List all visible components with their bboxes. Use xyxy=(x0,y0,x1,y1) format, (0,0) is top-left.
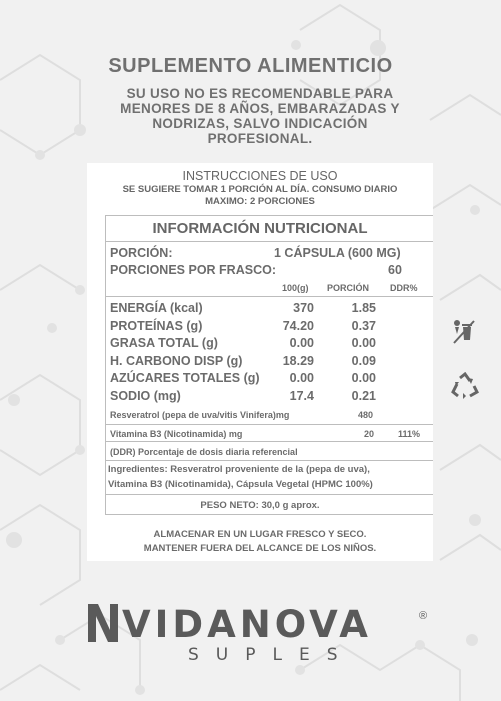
portion-label: PORCIÓN: xyxy=(110,246,173,260)
instructions-line: SE SUGIERE TOMAR 1 PORCIÓN AL DÍA. CONSUMO DIARIO xyxy=(122,184,398,195)
storage-line: ALMACENAR EN UN LUGAR FRESCO Y SECO. xyxy=(153,529,367,540)
nutrition-title: INFORMACIÓN NUTRICIONAL xyxy=(152,220,368,237)
nutrition-row-per100: 0.00 xyxy=(289,371,314,386)
divider xyxy=(105,424,433,425)
divider xyxy=(105,494,433,495)
warning-line: MENORES DE 8 AÑOS, EMBARAZADAS Y xyxy=(120,101,400,116)
nutrition-row-per100: 0.00 xyxy=(289,336,314,351)
nutrition-row-portion: 1.85 xyxy=(351,301,376,315)
nutrition-row-portion: 0.21 xyxy=(351,389,376,403)
nutrition-row-portion: 0.37 xyxy=(351,318,376,333)
divider xyxy=(105,460,433,461)
divider xyxy=(105,241,433,242)
nutrition-row-per100: 74.20 xyxy=(282,318,314,333)
nutrition-row-portion: 0.09 xyxy=(351,353,376,368)
page-title: SUPLEMENTO ALIMENTICIO xyxy=(108,55,393,77)
instructions-title: INSTRUCCIONES DE USO xyxy=(182,169,338,183)
storage-instructions xyxy=(87,528,433,556)
extra-row-ddr: 111% xyxy=(398,429,421,439)
nutrition-row-name: SODIO (mg) xyxy=(110,389,181,403)
registered-mark: ® xyxy=(419,610,428,622)
extra-row-name: Vitamina B3 (Nicotinamida) mg xyxy=(110,429,243,439)
nutrition-row-per100: 17.4 xyxy=(289,389,314,403)
extra-row-portion: 20 xyxy=(364,429,375,439)
warning-line: SU USO NO ES RECOMENDABLE PARA xyxy=(126,86,394,101)
recycle-icon xyxy=(450,372,480,400)
brand-name: VIDANOVA xyxy=(122,603,372,646)
divider xyxy=(105,215,433,216)
instructions-line: MAXIMO: 2 PORCIONES xyxy=(205,196,315,207)
portion-value: 1 CÁPSULA (600 MG) xyxy=(274,246,401,260)
warning-line: NODRIZAS, SALVO INDICACIÓN xyxy=(152,116,368,131)
column-header-100g: 100(g) xyxy=(282,283,309,293)
nutrition-row-name: GRASA TOTAL (g) xyxy=(110,336,218,351)
nutrition-row-per100: 18.29 xyxy=(282,353,314,368)
nutrition-row-name: AZÚCARES TOTALES (g) xyxy=(110,371,260,386)
box-left-border xyxy=(105,215,106,515)
nutrition-row-name: ENERGÍA (kcal) xyxy=(110,301,203,315)
column-header-portion: PORCIÓN xyxy=(327,283,370,293)
trash-bin-icon xyxy=(451,318,477,346)
servings-value: 60 xyxy=(388,263,402,277)
ddr-note: (DDR) Porcentaje de dosis diaria referencial xyxy=(110,447,298,457)
warning-line: PROFESIONAL. xyxy=(207,131,313,146)
nutrition-row-portion: 0.00 xyxy=(351,371,376,386)
usage-warning xyxy=(95,86,425,146)
divider xyxy=(105,441,433,442)
column-header-ddr: DDR% xyxy=(390,283,418,293)
nutrition-row-name: H. CARBONO DISP (g) xyxy=(110,353,243,368)
ingredients-line: Vitamina B3 (Nicotinamida), Cápsula Vegetal (HPMC 100%) xyxy=(108,479,373,490)
brand-subtitle: SUPLES xyxy=(188,645,355,665)
ingredients xyxy=(108,462,373,492)
brand-logo-mark xyxy=(88,604,118,642)
nutrition-row-portion: 0.00 xyxy=(351,336,376,351)
extra-row-portion: 480 xyxy=(358,410,374,420)
divider xyxy=(105,296,433,297)
divider xyxy=(105,514,433,515)
nutrition-row-per100: 370 xyxy=(293,301,314,315)
net-weight: PESO NETO: 30,0 g aprox. xyxy=(200,500,320,511)
servings-label: PORCIONES POR FRASCO: xyxy=(110,263,276,277)
storage-line: MANTENER FUERA DEL ALCANCE DE LOS NIÑOS. xyxy=(143,543,377,554)
nutrition-row-name: PROTEÍNAS (g) xyxy=(110,318,203,333)
ingredients-line: Ingredientes: Resveratrol proveniente de la (pepa de uva), xyxy=(108,464,370,475)
extra-row-name: Resveratrol (pepa de uva/vitis Vinifera)mg xyxy=(110,410,290,420)
